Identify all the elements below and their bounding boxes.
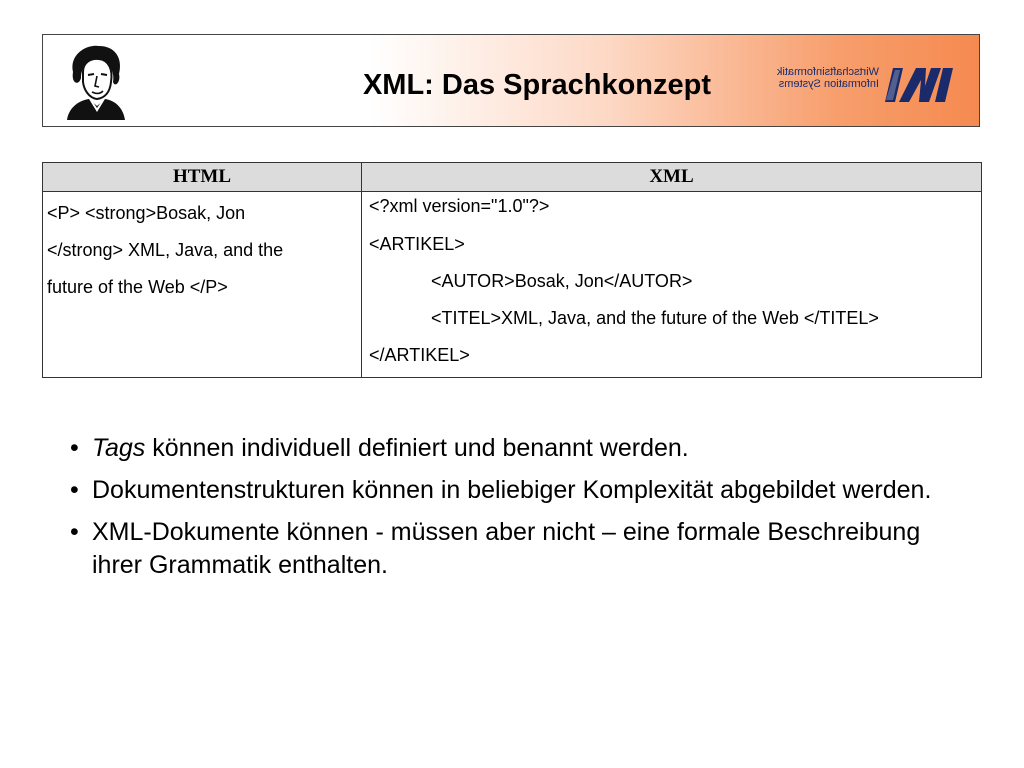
xml-line: <?xml version="1.0"?> [369, 196, 550, 216]
bullet-list [70, 432, 970, 591]
page-title: XML: Das Sprachkonzept [362, 69, 712, 101]
bullet-text: können individuell definiert und benannt werden. [145, 434, 689, 462]
bullet-dot: • [70, 518, 79, 546]
logo-mirrored-text [767, 66, 879, 90]
html-example-cell [43, 192, 362, 378]
html-line: <P> <strong>Bosak, Jon [47, 203, 246, 223]
header-html: HTML [43, 163, 362, 192]
header-banner [42, 34, 980, 127]
bullet-item [70, 516, 970, 582]
xml-line: <TITEL>XML, Java, and the future of the Web </TITEL> [431, 308, 879, 328]
xml-line: <ARTIKEL> [369, 234, 465, 254]
bullet-dot: • [70, 476, 79, 504]
bullet-dot: • [70, 434, 79, 462]
iwi-logo [767, 65, 957, 103]
logo-line-2: Information Systems [778, 78, 879, 90]
bullet-text: Dokumentenstrukturen können in beliebiger Komplexität abgebildet werden. [92, 476, 932, 504]
iwi-mark-icon [883, 66, 955, 103]
html-line: </strong> XML, Java, and the [47, 240, 284, 260]
table-header-row [43, 163, 982, 192]
bullet-emphasis: Tags [92, 434, 146, 462]
xml-line: </ARTIKEL> [369, 345, 470, 365]
xml-line: <AUTOR>Bosak, Jon</AUTOR> [431, 271, 693, 291]
bullet-item [70, 432, 970, 465]
logo-line-1: Wirtschaftsinformatik [776, 66, 879, 78]
html-line: future of the Web </P> [47, 277, 228, 297]
header-xml: XML [362, 163, 982, 192]
xml-example-cell [362, 192, 982, 378]
comparison-table [42, 162, 982, 378]
bullet-item [70, 474, 970, 507]
bullet-text: XML-Dokumente können - müssen aber nicht – eine formale Beschreibung ihrer Grammatik enthalten. [92, 518, 921, 579]
table-row [43, 192, 982, 378]
